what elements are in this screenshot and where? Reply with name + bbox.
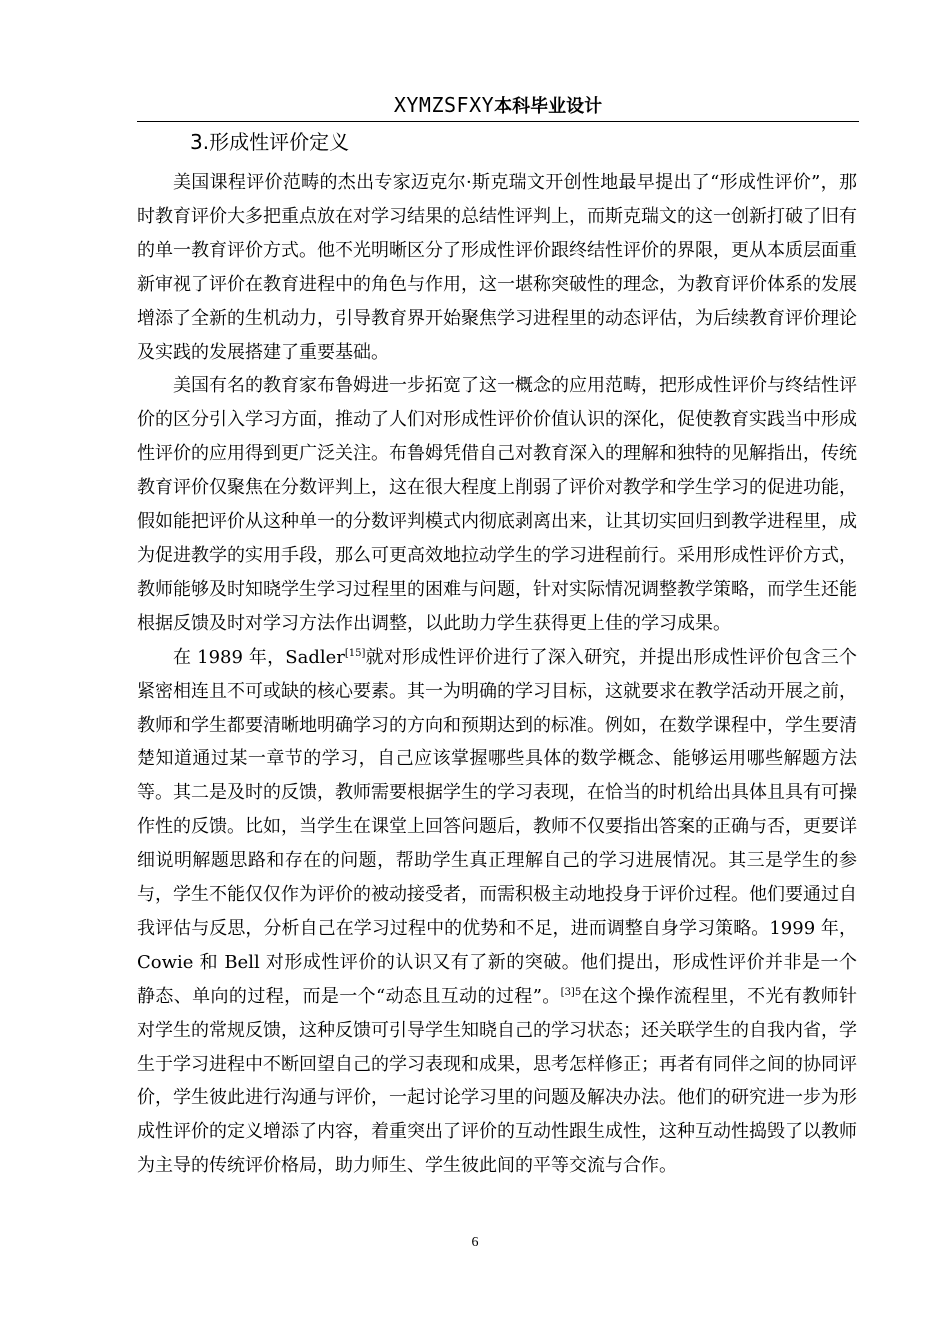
header-document-type: 本科毕业设计 [494, 96, 603, 117]
paragraph-1: 美国课程评价范畴的杰出专家迈克尔·斯克瑞文开创性地最早提出了“形成性评价”，那时教育评价大多把重点放在对学习结果的总结性评判上，而斯克瑞文的这一创新打破了旧有的单一教育评价方式。他不光明晰区分了形成性评价跟终结性评价的界限，更从本质层面重新审视了评价在教育进程中的角色与作用，这一堪称突破性的理念，为教育评价体系的发展增添了全新的生机动力，引导教育界开始聚焦学习进程里的动态评估，为后续教育评价理论及实践的发展搭建了重要基础。 [137, 172, 857, 363]
citation-ref-15: [15] [344, 647, 366, 659]
body-text [137, 166, 857, 1183]
paragraph-3-part-a: 在 1989 年，Sadler [173, 646, 345, 668]
header-rule [137, 121, 859, 122]
paragraph-2: 美国有名的教育家布鲁姆进一步拓宽了这一概念的应用范畴，把形成性评价与终结性评价的区分引入学习方面，推动了人们对形成性评价价值认识的深化，促使教育实践当中形成性评价的应用得到更广泛关注。布鲁姆凭借自己对教育深入的理解和独特的见解指出，传统教育评价仅聚焦在分数评判上，这在很大程度上削弱了评价对教学和学生学习的促进功能，假如能把评价从这种单一的分数评判模式内彻底剥离出来，让其切实回归到教学进程里，成为促进教学的实用手段，那么可更高效地拉动学生的学习进程前行。采用形成性评价方式，教师能够及时知晓学生学习过程里的困难与问题，针对实际情况调整教学策略，而学生还能根据反馈及时对学习方法作出调整，以此助力学生获得更上佳的学习成果。 [137, 375, 857, 634]
paragraph-3-part-c: 在这个操作流程里，不光有教师针对学生的常规反馈，这种反馈可引导学生知晓自己的学习状态；还关联学生的自我内省，学生于学习进程中不断回望自己的学习表现和成果，思考怎样修正；再者有同伴之间的协同评价，学生彼此进行沟通与评价，一起讨论学习里的问题及解决办法。他们的研究进一步为形成性评价的定义增添了内容，着重突出了评价的互动性跟生成性，这种互动性捣毁了以教师为主导的传统评价格局，助力师生、学生彼此间的平等交流与合作。 [137, 985, 857, 1177]
page-number: 6 [471, 1235, 479, 1250]
citation-ref-3: [3]5 [560, 986, 582, 998]
section-title: 3.形成性评价定义 [190, 130, 350, 154]
header-school-code: XYMZSFXY [393, 93, 495, 117]
page-header [137, 90, 859, 120]
paragraph-3 [137, 641, 857, 1184]
paragraph-3-part-b: 就对形成性评价进行了深入研究，并提出形成性评价包含三个紧密相连且不可或缺的核心要素。其一为明确的学习目标，这就要求在教学活动开展之前，教师和学生都要清晰地明确学习的方向和预期达到的标准。例如，在数学课程中，学生要清楚知道通过某一章节的学习，自己应该掌握哪些具体的数学概念、能够运用哪些解题方法等。其二是及时的反馈，教师需要根据学生的学习表现，在恰当的时机给出具体且具有可操作性的反馈。比如，当学生在课堂上回答问题后，教师不仅要指出答案的正确与否，更要详细说明解题思路和存在的问题，帮助学生真正理解自己的学习进展情况。其三是学生的参与，学生不能仅仅作为评价的被动接受者，而需积极主动地投身于评价过程。他们要通过自我评估与反思，分析自己在学习过程中的优势和不足，进而调整自身学习策略。1999 年，Cowie 和 Bell 对形成性评价的认识又有了新的突破。他们提出，形成性评价并非是一个静态、单向的过程，而是一个“动态且互动的过程”。 [137, 646, 857, 1007]
